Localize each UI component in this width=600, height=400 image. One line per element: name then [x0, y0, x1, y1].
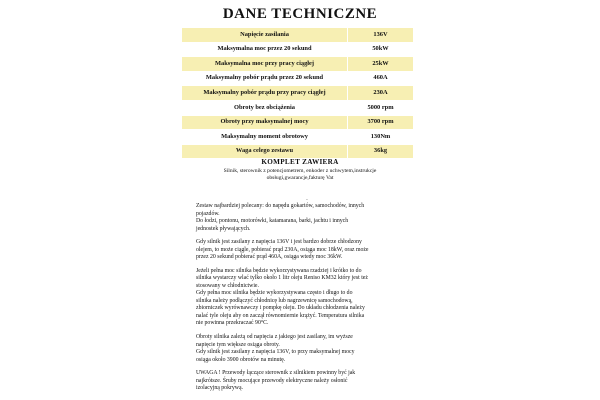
- text-line: silnika wystarczy wlać tylko około 1 litr oleju Reniso KM32 który jest też: [196, 275, 368, 282]
- spec-table: [181, 27, 414, 159]
- text-line: stosowany w chłodnictwie.: [196, 282, 259, 289]
- text-line: najkrótsze. Śruby mocujące przewody elektryczne należy osłonić: [196, 377, 348, 384]
- kit-line: Silnik, sterownik z potencjometrem, enkoder z uchwytem,instrukcje: [223, 168, 377, 174]
- spec-row: [182, 144, 414, 159]
- spec-value: 5000 rpm: [348, 100, 414, 115]
- text-line: izolacyjną pokrywą.: [196, 385, 244, 392]
- paragraph-cooling: [196, 268, 418, 328]
- spec-label: Maksymalny pobór prądu przez 20 sekund: [182, 71, 348, 86]
- paragraph-warning: [196, 370, 418, 393]
- text-line: Gdy silnik jest zasilany z napięcia 136V, to przy maksymalnej mocy: [196, 349, 355, 356]
- spec-row: [182, 42, 414, 57]
- spec-row: [182, 71, 414, 86]
- text-line: Obroty silnika zależą od napięcia z jakiego jest zasilany, im wyższe: [196, 333, 353, 340]
- text-line: osiąga około 3900 obrotów na minutę.: [196, 356, 286, 363]
- text-line: przez 20 sekund pobierać prąd 460A, osiąga wtedy moc 36kW.: [196, 254, 343, 261]
- spec-row: [182, 130, 414, 145]
- spec-row: [182, 57, 414, 72]
- text-line: nie powinna przekraczać 90°C.: [196, 320, 269, 327]
- text-line: jednostek pływających.: [196, 225, 251, 232]
- kit-line: obsługi,gwarancje,fakturę Vat: [266, 175, 334, 182]
- paragraph-rpm: [196, 334, 418, 364]
- kit-contents: [190, 168, 410, 183]
- spec-label: Maksymalna moc przy pracy ciągłej: [182, 57, 348, 72]
- spec-row: [182, 86, 414, 101]
- text-line: zbiorniczek wyrównawczy i pompkę oleju. Do układu chłodzenia należy: [196, 305, 365, 312]
- separator-dot: .: [306, 196, 308, 202]
- spec-label: Maksymalny moment obrotowy: [182, 130, 348, 145]
- kit-heading: KOMPLET ZAWIERA: [261, 158, 339, 166]
- text-line: pojazdów.: [196, 210, 220, 217]
- text-line: Do łodzi, pontonu, motorówki, katamarana, barki, jachtu i innych: [196, 218, 349, 225]
- spec-label: Maksymalny pobór prądu przy pracy ciągłej: [182, 86, 348, 101]
- text-line: Gdy pełna moc silnika będzie wykorzystywana często i długo to do: [196, 290, 353, 297]
- paragraph-usage: [196, 203, 418, 233]
- spec-label: Obroty przy maksymalnej mocy: [182, 115, 348, 130]
- spec-value: 230A: [348, 86, 414, 101]
- spec-value: 25kW: [348, 57, 414, 72]
- spec-row: [182, 100, 414, 115]
- text-line: silnika należy podłączyć chłodnicę lub nagrzewnicę samochodową,: [196, 297, 353, 304]
- description-body: [196, 196, 418, 399]
- spec-value: 460A: [348, 71, 414, 86]
- spec-row: [182, 28, 414, 43]
- page-title: DANE TECHNICZNE: [222, 6, 378, 22]
- spec-label: Napięcie zasilania: [182, 28, 348, 43]
- spec-label: Waga celego zestawu: [182, 144, 348, 159]
- text-line: olejem, to może ciągle, pobierać prąd 230A, osiąga moc 18kW, oraz może: [196, 246, 369, 253]
- text-line: Jeżeli pełna moc silnika będzie wykorzystywana rzadziej i krótko to do: [196, 267, 362, 274]
- spec-row: [182, 115, 414, 130]
- spec-value: 36kg: [348, 144, 414, 159]
- spec-value: 3700 rpm: [348, 115, 414, 130]
- spec-label: Maksymalna moc przez 20 sekund: [182, 42, 348, 57]
- text-line: Zestaw najbardziej polecany: do napędu gokartów, samochodów, innych: [196, 203, 365, 209]
- spec-value: 130Nm: [348, 130, 414, 145]
- spec-value: 136V: [348, 28, 414, 43]
- spec-value: 50kW: [348, 42, 414, 57]
- text-line: napięcie tym większe osiąga obroty.: [196, 341, 280, 348]
- paragraph-power: [196, 239, 418, 262]
- text-line: Gdy silnik jest zasilany z napięcia 136V i jest bardzo dobrze chłodzony: [196, 239, 362, 246]
- spec-label: Obroty bez obciążenia: [182, 100, 348, 115]
- text-line: UWAGA ! Przewody łączące sterownik z silnikiem powinny być jak: [196, 370, 356, 377]
- text-line: nalać tyle oleju aby on zaczął równomiernie krążyć. Temperatura silnika: [196, 312, 365, 319]
